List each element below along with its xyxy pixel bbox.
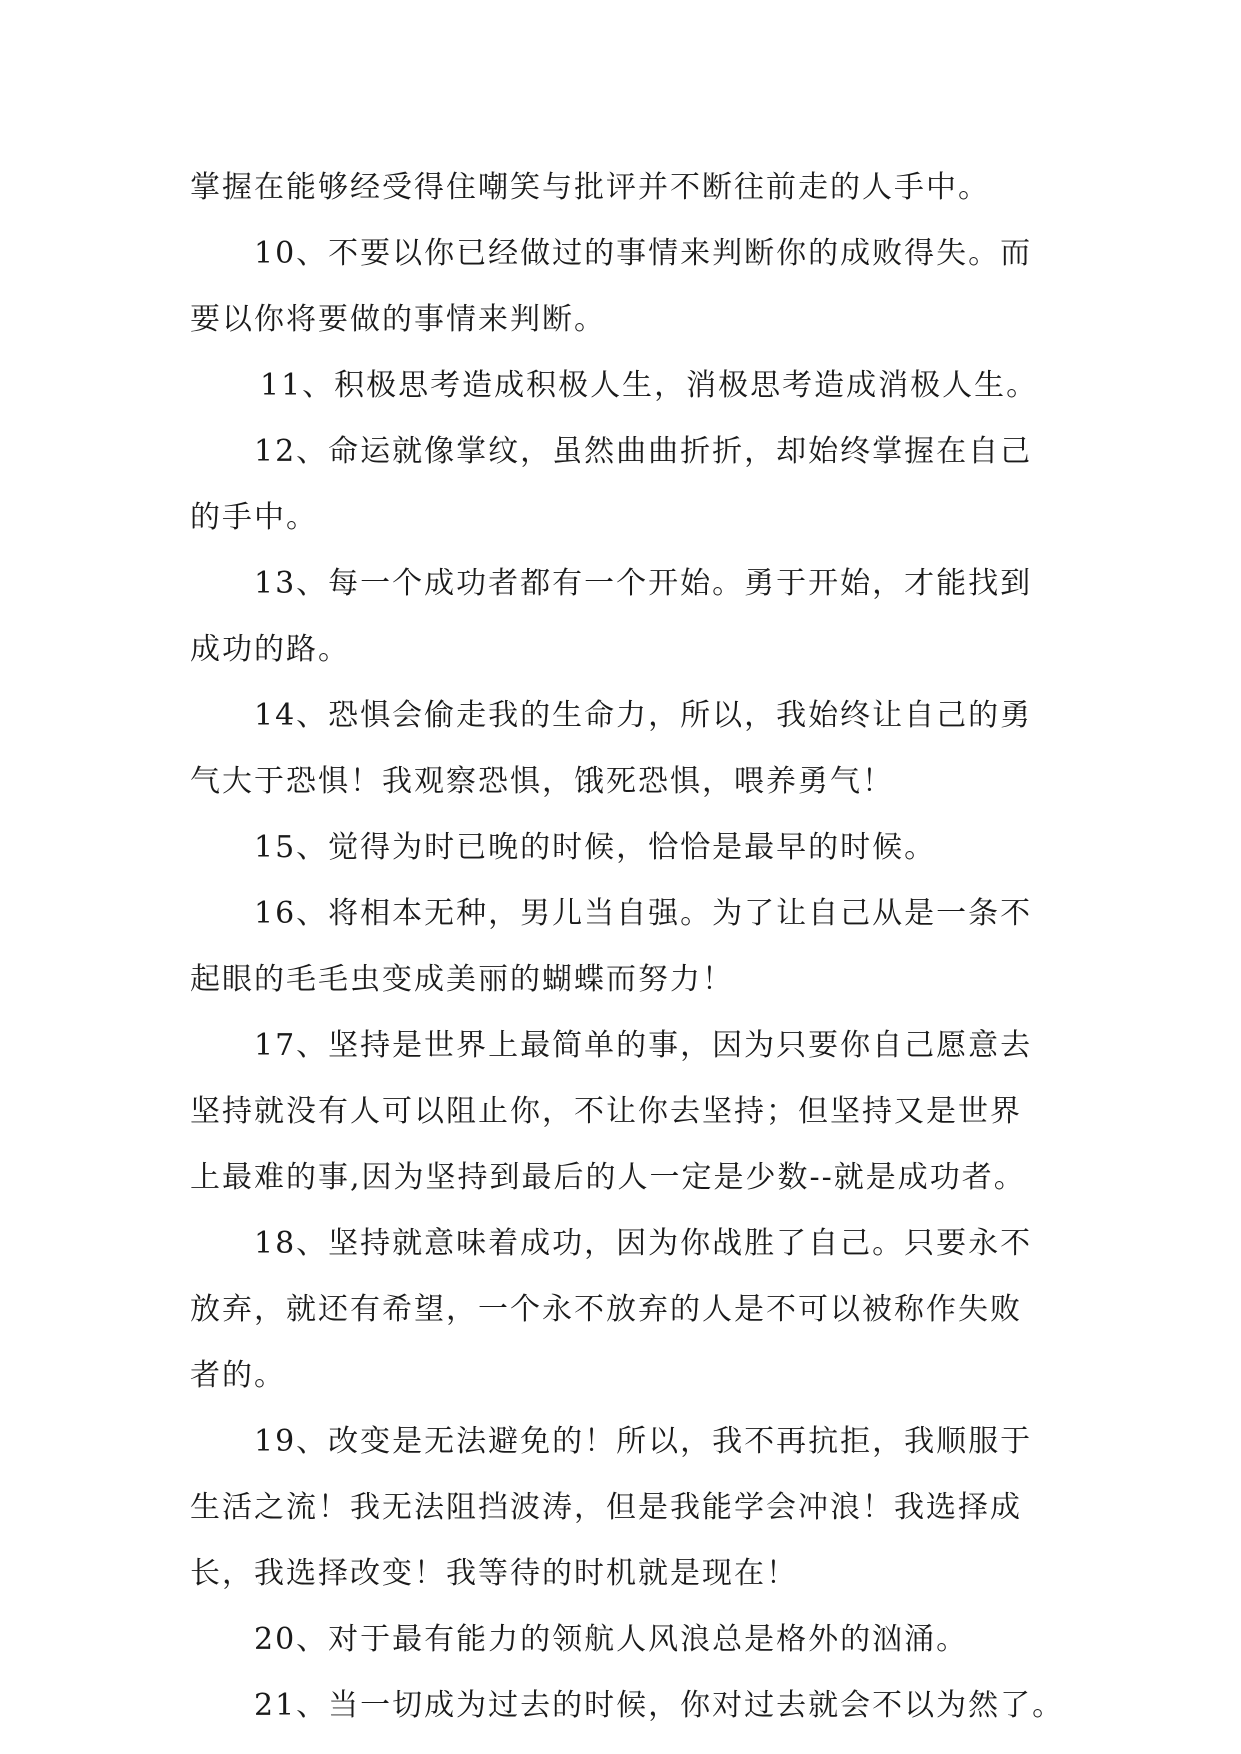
paragraph-line: 18、坚持就意味着成功，因为你战胜了自己。只要永不 [254,1226,1033,1261]
paragraph-line: 成功的路。 [190,632,350,667]
paragraph-line: 气大于恐惧！我观察恐惧，饿死恐惧，喂养勇气！ [190,764,894,799]
paragraph-line: 上最难的事,因为坚持到最后的人一定是少数--就是成功者。 [190,1160,1026,1195]
paragraph-line: 20、对于最有能力的领航人风浪总是格外的汹涌。 [254,1622,969,1657]
paragraph-line: 要以你将要做的事情来判断。 [190,302,606,337]
paragraph-line: 16、将相本无种，男儿当自强。为了让自己从是一条不 [254,896,1033,931]
paragraph-line: 的手中。 [190,500,318,535]
paragraph-line: 11、积极思考造成积极人生，消极思考造成消极人生。 [260,368,1039,403]
paragraph-line: 生活之流！我无法阻挡波涛，但是我能学会冲浪！我选择成 [190,1490,1022,1525]
paragraph-line: 14、恐惧会偷走我的生命力，所以，我始终让自己的勇 [254,698,1033,733]
paragraph-line: 15、觉得为时已晚的时候，恰恰是最早的时候。 [254,830,937,865]
paragraph-line: 掌握在能够经受得住嘲笑与批评并不断往前走的人手中。 [190,170,990,205]
paragraph-line: 17、坚持是世界上最简单的事，因为只要你自己愿意去 [254,1028,1033,1063]
paragraph-line: 19、改变是无法避免的！所以，我不再抗拒，我顺服于 [254,1424,1033,1459]
paragraph-line: 13、每一个成功者都有一个开始。勇于开始，才能找到 [254,566,1033,601]
paragraph-line: 起眼的毛毛虫变成美丽的蝴蝶而努力！ [190,962,734,997]
paragraph-line: 长，我选择改变！我等待的时机就是现在！ [190,1556,798,1591]
paragraph-line: 者的。 [190,1358,286,1393]
paragraph-line: 21、当一切成为过去的时候，你对过去就会不以为然了。 [254,1688,1065,1723]
document-page [190,155,1070,1739]
paragraph-line: 10、不要以你已经做过的事情来判断你的成败得失。而 [254,236,1033,271]
paragraph-line: 放弃，就还有希望，一个永不放弃的人是不可以被称作失败 [190,1292,1022,1327]
paragraph-line: 坚持就没有人可以阻止你，不让你去坚持；但坚持又是世界 [190,1094,1022,1129]
paragraph-line: 12、命运就像掌纹，虽然曲曲折折，却始终掌握在自己 [254,434,1033,469]
